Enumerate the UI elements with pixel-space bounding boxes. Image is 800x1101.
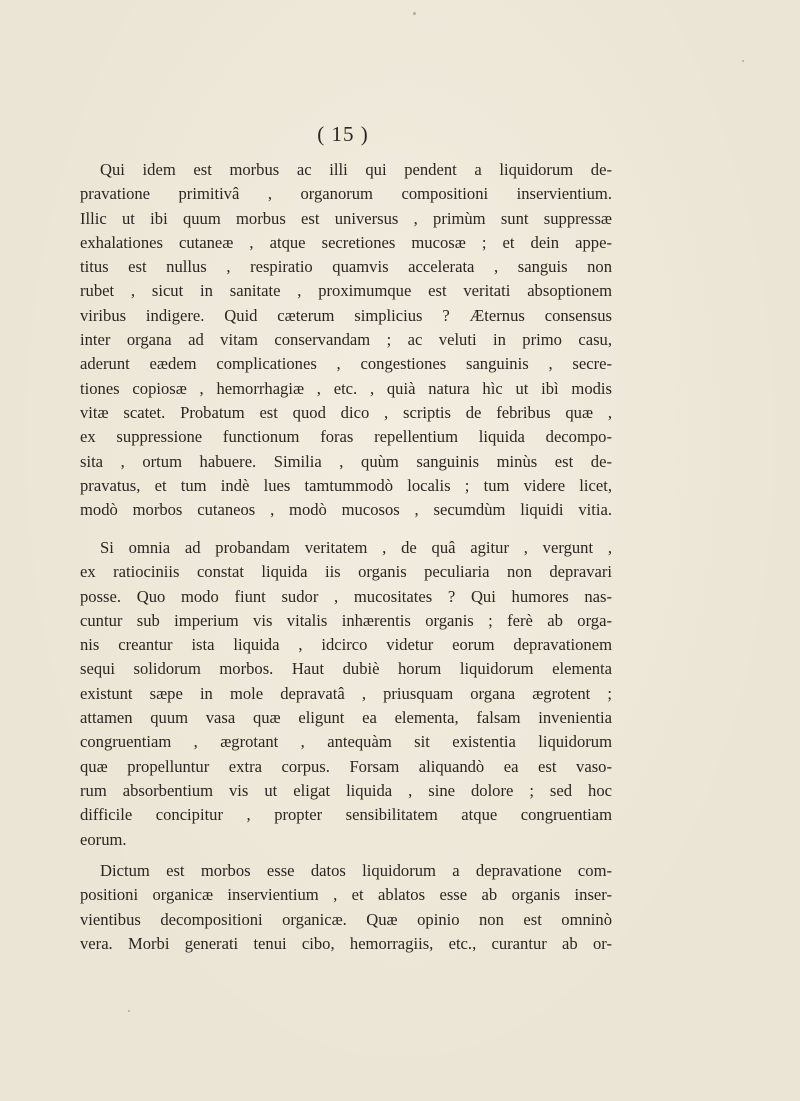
- text-line: ex suppressione functionum foras repellentium liquida decompo-: [80, 427, 612, 447]
- paragraph: [80, 536, 612, 852]
- text-line: pravatione primitivâ , organorum compositioni inservientium.: [80, 184, 612, 204]
- text-line: pravatus, et tum indè lues tamtummodò localis ; tum videre licet,: [80, 475, 612, 495]
- text-line: difficile concipitur , propter sensibilitatem atque congruentiam: [80, 805, 612, 825]
- text-line: sequi solidorum morbos. Haut dubiè horum liquidorum elementa: [80, 659, 612, 679]
- text-line: existunt sæpe in mole depravatâ , priusquam organa ægrotent ;: [80, 683, 612, 703]
- text-line: vera. Morbi generati tenui cibo, hemorragiis, etc., curantur ab or-: [80, 933, 612, 953]
- paragraph: [80, 158, 612, 522]
- text-line: vientibus decompositioni organicæ. Quæ opinio non est omninò: [80, 909, 612, 929]
- text-line: rum absorbentium vis ut eligat liquida , sine dolore ; sed hoc: [80, 780, 612, 800]
- text-line: Qui idem est morbus ac illi qui pendent a liquidorum de-: [100, 160, 612, 179]
- text-line: modò morbos cutaneos , modò mucosos , secumdùm liquidi vitia.: [80, 500, 612, 520]
- text-line: posse. Quo modo fiunt sudor , mucositates ? Qui humores nas-: [80, 586, 612, 606]
- text-line: quæ propelluntur extra corpus. Forsam aliquandò ea est vaso-: [80, 756, 612, 776]
- text-line: vitæ scatet. Probatum est quod dico , scriptis de febribus quæ ,: [80, 402, 612, 422]
- text-line: cuntur sub imperium vis vitalis inhærentis organis ; ferè ab orga-: [80, 610, 612, 630]
- paragraph: [80, 859, 612, 956]
- text-line: eorum.: [80, 829, 127, 849]
- text-line: congruentiam , ægrotant , antequàm sit existentia liquidorum: [80, 732, 612, 752]
- text-line: aderunt eædem complicationes , congestiones sanguinis , secre-: [80, 354, 612, 374]
- text-line: tiones copiosæ , hemorrhagiæ , etc. , quià natura hìc ut ibì modis: [80, 378, 612, 398]
- paper-speck: [413, 12, 416, 15]
- text-line: inter organa ad vitam conservandam ; ac veluti in primo casu,: [80, 330, 612, 350]
- text-line: Dictum est morbos esse datos liquidorum a depravatione com-: [100, 861, 612, 880]
- text-line: rubet , sicut in sanitate , proximumque est veritati absoptionem: [80, 281, 612, 301]
- text-line: viribus indigere. Quid cæterum simplicius ? Æternus consensus: [80, 305, 612, 325]
- text-line: Si omnia ad probandam veritatem , de quâ agitur , vergunt ,: [100, 538, 612, 557]
- paper-speck: [742, 60, 744, 62]
- text-line: titus est nullus , respiratio quamvis accelerata , sanguis non: [80, 257, 612, 277]
- text-line: positioni organicæ inservientium , et ablatos esse ab organis inser-: [80, 885, 612, 905]
- text-line: attamen quum vasa quæ eligunt ea elementa, falsam invenientia: [80, 708, 612, 728]
- text-line: exhalationes cutaneæ , atque secretiones mucosæ ; et dein appe-: [80, 232, 612, 252]
- page-number: ( 15 ): [317, 122, 369, 146]
- text-line: Illic ut ibi quum morbus est universus , primùm sunt suppressæ: [80, 208, 612, 228]
- text-line: nis creantur ista liquida , idcirco videtur eorum depravationem: [80, 635, 612, 655]
- paper-speck: [128, 1010, 130, 1012]
- text-line: ex ratiociniis constat liquida iis organis peculiaria non depravari: [80, 562, 612, 582]
- text-line: sita , ortum habuere. Similia , quùm sanguinis minùs est de-: [80, 451, 612, 471]
